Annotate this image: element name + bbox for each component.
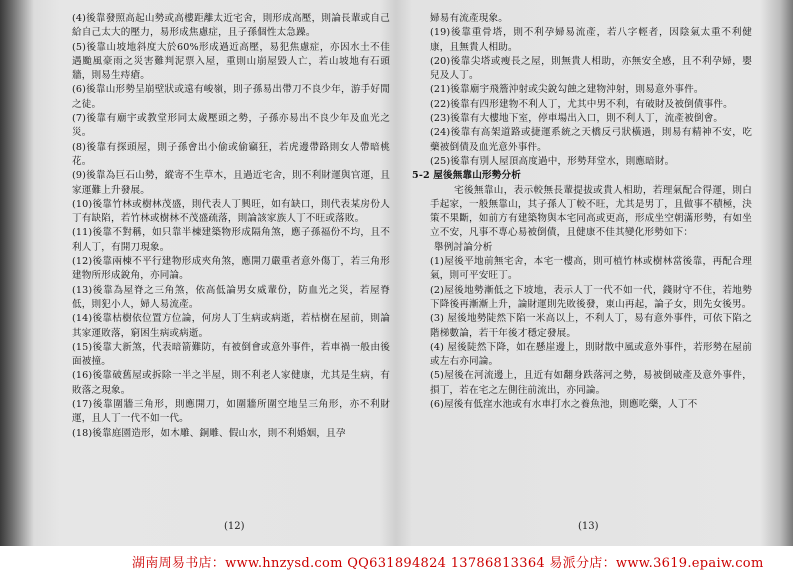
paragraph: (17)後靠圍牆三角形，則應開刀，如圍牆所圍空地呈三角形，亦不利財運，且人丁一代不如一代。 bbox=[72, 399, 390, 425]
paragraph: (9)後靠為巨石山勢，縱寄不生草木，且過近宅舍，則不利財運與官運，且家運難上升發展。 bbox=[72, 170, 390, 196]
paragraph: (20)後靠尖塔或瘦長之屋，則無貴人相助，亦無安全感，且不利孕婦，嬰兒及人丁。 bbox=[430, 55, 752, 82]
paragraph: (3) 屋後地勢陡然下陷一米高以上，不利人丁，易有意外事件，可依下陷之階梯數論，若干年後才穩定發展。 bbox=[430, 313, 752, 339]
paragraph: (23)後靠有大樓地下室，停車場出入口，則不利人丁，流產被倒會。 bbox=[430, 113, 724, 125]
paragraph: (5)後靠山坡地斜度大於60%形成過近高壓，易犯焦慮症，亦因水土不佳遇颱風豪雨之災害難判泥票入屋，重則山崩屋毀人亡，若山坡地有石頭牆，則易生痔瘡。 bbox=[72, 41, 390, 82]
paragraph: (5)屋後在河流邊上，且近有如翻身跌落河之勢，易被倒破產及意外事件，損丁，若在宅之左側往前流出，亦同論。 bbox=[430, 370, 752, 396]
right-page bbox=[412, 12, 752, 412]
paragraph: 宅後無靠山，表示較無長輩提拔或貴人相助，若理氣配合得運，則白手起家，一般無靠山，其子孫人丁較不旺，尤其是男丁，且做事不積極，決策不果斷，如前方有建築物與本宅同高或更高，形成坐空朝滿形勢，有如坐立不安，凡事不專心易被倒債，且健康不佳其變化形勢如下： bbox=[430, 184, 752, 239]
publisher-footer bbox=[0, 546, 793, 577]
paragraph: (6)後靠山形勢呈崩壁狀或遠有峻嶺，則子孫易出帶刀不良少年，游手好閒之徒。 bbox=[72, 84, 390, 110]
paragraph: (16)後靠破舊屋或拆除一半之半屋，則不利老人家健康，尤其是生病，有敗落之現象。 bbox=[72, 370, 390, 396]
paragraph: (14)後靠枯樹依位置方位論，何房人丁生病或病逝，若枯樹在屋前，則論其家運敗落，窮困生病或病逝。 bbox=[72, 313, 390, 339]
left-page bbox=[72, 12, 390, 441]
paragraph: (1)屋後平地前無宅舍，本宅一樓高，則可植竹林或樹林當後靠，再配合理氣，則可平安旺丁。 bbox=[430, 256, 752, 282]
subheading: 舉例討論分析 bbox=[434, 241, 493, 253]
paragraph: (18)後靠庭園造形，如木雕、銅雕、假山水，則不利婚姻，且孕 bbox=[72, 427, 346, 439]
paragraph: (7)後靠有廟宇或教堂形同太歲壓頭之勢，子孫亦易出不良少年及血光之災。 bbox=[72, 113, 390, 139]
left-page-number: (12) bbox=[224, 521, 245, 532]
paragraph: (6)屋後有低窪水池或有水車打水之養魚池，則應吃藥，人丁不 bbox=[430, 399, 698, 411]
paragraph: (8)後靠有探頭屋，則子孫會出小偷或偷竊狂，若虎邊帶路則女人帶暗桃花。 bbox=[72, 141, 390, 167]
paragraph: (19)後靠重骨塔，則不利孕婦易流產，若八字輕者，因陰氣太重不利健康，且無貴人相助。 bbox=[430, 27, 752, 53]
paragraph: (22)後靠有四形建物不利人丁，尤其中男不利，有破財及被倒債事件。 bbox=[430, 98, 733, 110]
paragraph: (2)屋後地勢漸低之下坡地，表示人丁一代不如一代，錢財守不住，若地勢下降後再漸漸上升，論財運則先敗後發，東山再起，論子女，則先女後男。 bbox=[430, 284, 752, 310]
paragraph: (10)後靠竹林或樹林茂盛，則代表人丁興旺，如有缺口，則代表某房份人丁有缺陷，若竹林或樹林不茂盛疏落，則論該家族人丁不旺或落敗。 bbox=[72, 198, 390, 225]
footer-text: 湖南周易书店：www.hnzysd.com QQ631894824 13786813364 易派分店：www.3619.epaiw.com bbox=[132, 556, 764, 571]
paragraph: (4)後靠發照高起山勢或高樓距離太近宅舍，則形成高壓，則論長輩或自己給自己太大的壓力，易形成焦慮症，且子孫個性太急躁。 bbox=[72, 13, 390, 39]
paragraph: 婦易有流產現象。 bbox=[430, 13, 508, 24]
paragraph: (24)後靠有高架道路或捷運系統之天橋反弓狀橫過，則易有精神不安，吃藥被倒債及血光意外事件。 bbox=[430, 127, 752, 153]
section-heading: 5-2 屋後無靠山形勢分析 bbox=[412, 170, 521, 182]
right-page-number: (13) bbox=[578, 521, 599, 532]
paragraph: (21)後靠廟宇飛簷沖射或尖銳勾蝕之建物沖射，則易意外事件。 bbox=[430, 84, 704, 96]
paragraph: (13)後靠為屋脊之三角煞，依高低論男女威輩份，防血光之災，若屋脊低，則犯小人，婦人易流產。 bbox=[72, 284, 390, 310]
paragraph: (11)後靠不對稱，如只靠半棟建築物形成隔角煞，應子孫福份不均，且不利人丁，有開刀現象。 bbox=[72, 227, 390, 253]
paragraph: (25)後靠有別人屋頂高度過中，形勢拜堂水，則應暗財。 bbox=[430, 155, 675, 167]
paragraph: (12)後靠兩棟不平行建物形成夾角煞，應開刀嚴重者意外傷丁，若三角形建物所形成銳角，亦同論。 bbox=[72, 256, 390, 282]
paragraph: (4) 屋後陡然下降，如在懸崖邊上，則財散中風或意外事件，若形勢在屋前或左右亦同論。 bbox=[430, 341, 752, 368]
paragraph: (15)後靠大新煞，代表暗箭難防，有被倒會或意外事件，若車禍一般由後面被撞。 bbox=[72, 341, 390, 368]
